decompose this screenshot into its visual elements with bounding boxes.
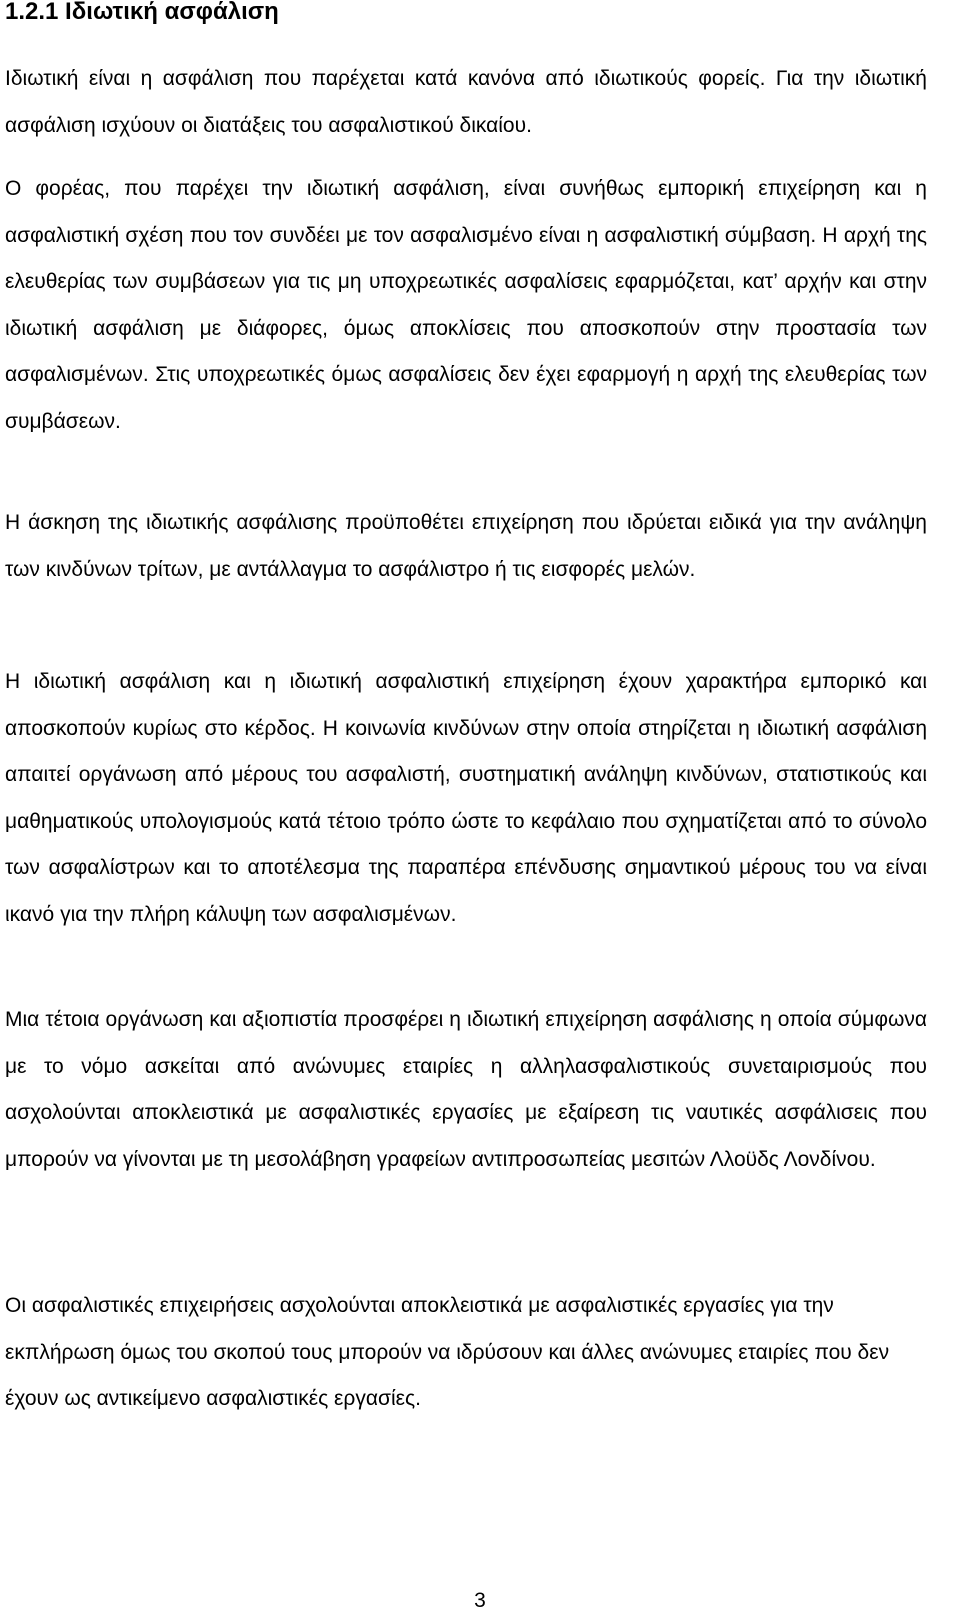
page-number: 3	[474, 1589, 486, 1612]
paragraph-insurance-carrier: Ο φορέας, που παρέχει την ιδιωτική ασφάλιση, είναι συνήθως εμπορική επιχείρηση και η ασφαλιστική σχέση που τον συνδέει με τον ασφαλισμένο είναι η ασφαλιστική σύμβαση. Η αρχή της ελευθερίας των συμβάσεων για τις μη υποχρεωτικές ασφαλίσεις εφαρμόζεται, κατ’ αρχήν και στην ιδιωτική ασφάλιση με διάφορες, όμως αποκλίσεις που αποσκοπούν στην προστασία των ασφαλισμένων. Στις υποχρεωτικές όμως ασφαλίσεις δεν έχει εφαρμογή η αρχή της ελευθερίας των συμβάσεων.	[5, 177, 927, 433]
paragraph-commercial-character: Η ιδιωτική ασφάλιση και η ιδιωτική ασφαλιστική επιχείρηση έχουν χαρακτήρα εμπορικό και αποσκοπούν κυρίως στο κέρδος. Η κοινωνία κινδύνων στην οποία στηρίζεται η ιδιωτική ασφάλιση απαιτεί οργάνωση από μέρους του ασφαλιστή, συστηματική ανάληψη κινδύνων, στατιστικούς και μαθηματικούς υπολογισμούς κατά τέτοιο τρόπο ώστε το κεφάλαιο που σχηματίζεται από το σύνολο των ασφαλίστρων και το αποτέλεσμα της παραπέρα επένδυσης σημαντικού μέρους του να είναι ικανό για την πλήρη κάλυψη των ασφαλισμένων.	[5, 670, 927, 926]
paragraph-private-insurance-definition: Ιδιωτική είναι η ασφάλιση που παρέχεται κατά κανόνα από ιδιωτικούς φορείς. Για την ιδιωτική ασφάλιση ισχύουν οι διατάξεις του ασφαλιστικού δικαίου.	[5, 67, 927, 137]
paragraph-insurance-enterprises: Οι ασφαλιστικές επιχειρήσεις ασχολούνται αποκλειστικά με ασφαλιστικές εργασίες για την εκπλήρωση όμως του σκοπού τους μπορούν να ιδρύσουν και άλλες ανώνυμες εταιρίες που δεν έχουν ως αντικείμενο ασφαλιστικές εργασίες.	[5, 1294, 890, 1410]
paragraph-organization-reliability: Μια τέτοια οργάνωση και αξιοπιστία προσφέρει η ιδιωτική επιχείρηση ασφάλισης η οποία σύμφωνα με το νόμο ασκείται από ανώνυμες εταιρίες η αλληλασφαλιστικούς συνεταιρισμούς που ασχολούνται αποκλειστικά με ασφαλιστικές εργασίες με εξαίρεση τις ναυτικές ασφάλισεις που μπορούν να γίνονται με τη μεσολάβηση γραφείων αντιπροσωπείας μεσιτών Λλοϋδς Λονδίνου.	[5, 1008, 927, 1171]
section-heading: 1.2.1 Ιδιωτική ασφάλιση	[5, 0, 279, 25]
paragraph-insurance-practice: Η άσκηση της ιδιωτικής ασφάλισης προϋποθέτει επιχείρηση που ιδρύεται ειδικά για την ανάληψη των κινδύνων τρίτων, με αντάλλαγμα το ασφάλιστρο ή τις εισφορές μελών.	[5, 511, 927, 581]
